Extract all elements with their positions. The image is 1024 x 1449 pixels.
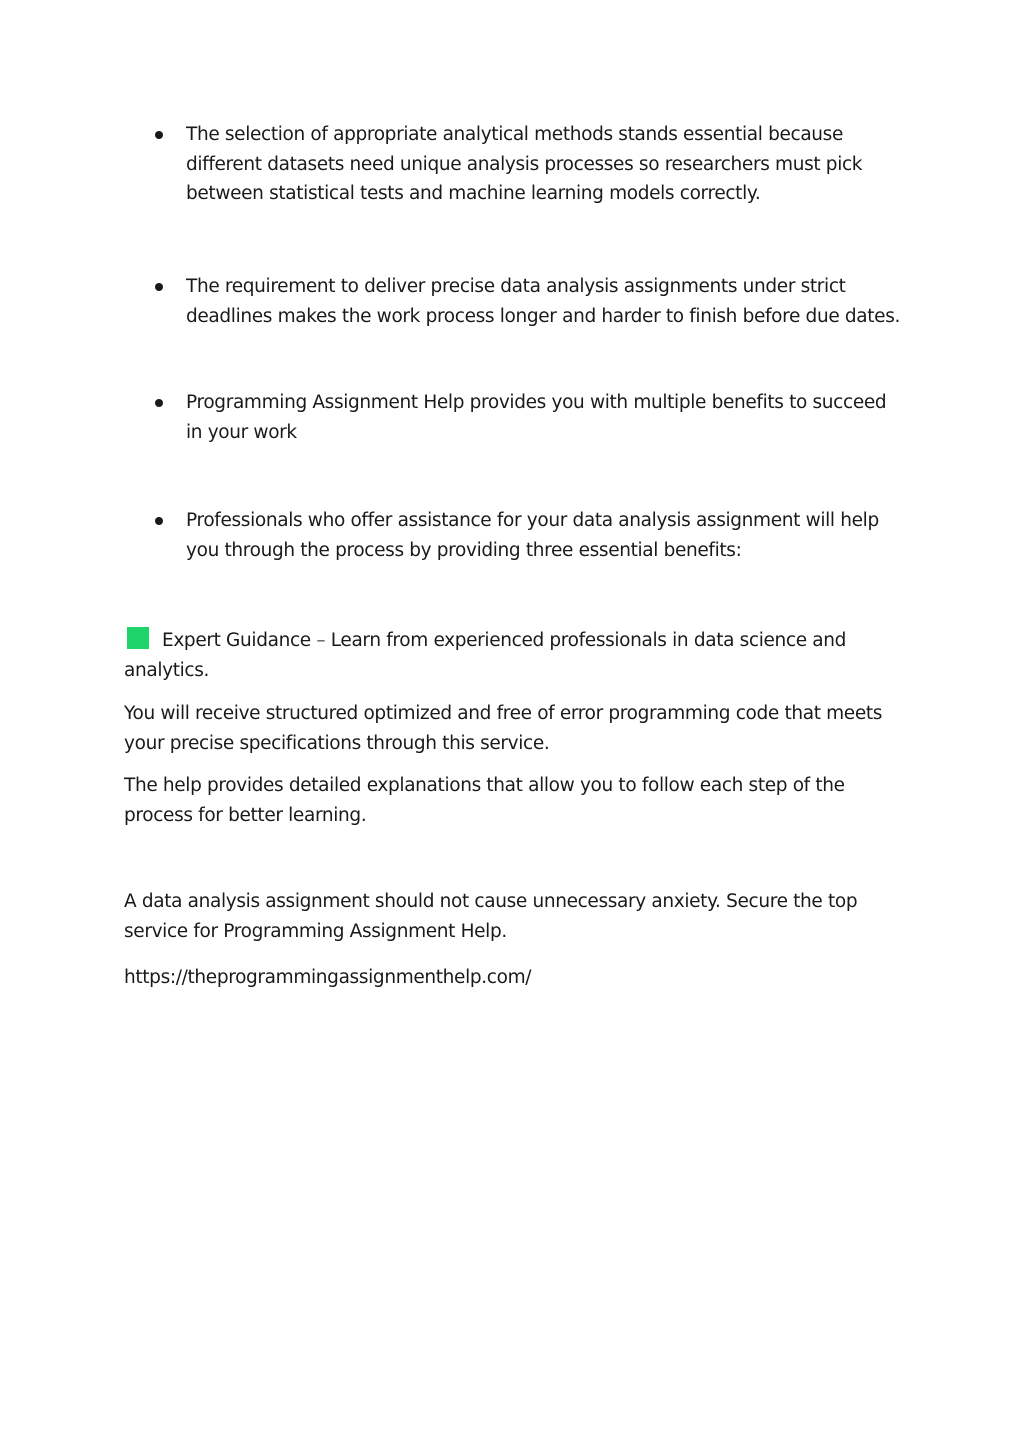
paragraph: The help provides detailed explanations that allow you to follow each step of the process for better learning.: [124, 775, 845, 826]
bullet-item: Programming Assignment Help provides you with multiple benefits to succeed in your work: [186, 392, 887, 443]
bullet-dot-icon: [155, 399, 163, 407]
expert-guidance-title: Expert Guidance: [162, 630, 311, 651]
green-square-icon: [127, 627, 149, 649]
paragraph: You will receive structured optimized and free of error programming code that meets your precise specifications through this service.: [124, 703, 883, 754]
bullet-dot-icon: [155, 517, 163, 525]
website-url: https://theprogrammingassignmenthelp.com/: [124, 967, 532, 988]
bullet-dot-icon: [155, 131, 163, 139]
bullet-item: Professionals who offer assistance for your data analysis assignment will help you through the process by providing three essential benefits:: [186, 510, 879, 561]
bullet-dot-icon: [155, 283, 163, 291]
separator-dash: –: [316, 630, 326, 651]
bullet-item: The requirement to deliver precise data analysis assignments under strict deadlines makes the work process longer and harder to finish before due dates.: [186, 276, 901, 327]
expert-guidance-text: Learn from experienced professionals in data science and analytics.: [124, 630, 847, 681]
expert-guidance-paragraph: [124, 626, 884, 685]
paragraph: A data analysis assignment should not cause unnecessary anxiety. Secure the top service for Programming Assignment Help.: [124, 891, 858, 942]
bullet-item: The selection of appropriate analytical methods stands essential because different datasets need unique analysis processes so researchers must pick between statistical tests and machine learning models correctly.: [186, 124, 863, 204]
